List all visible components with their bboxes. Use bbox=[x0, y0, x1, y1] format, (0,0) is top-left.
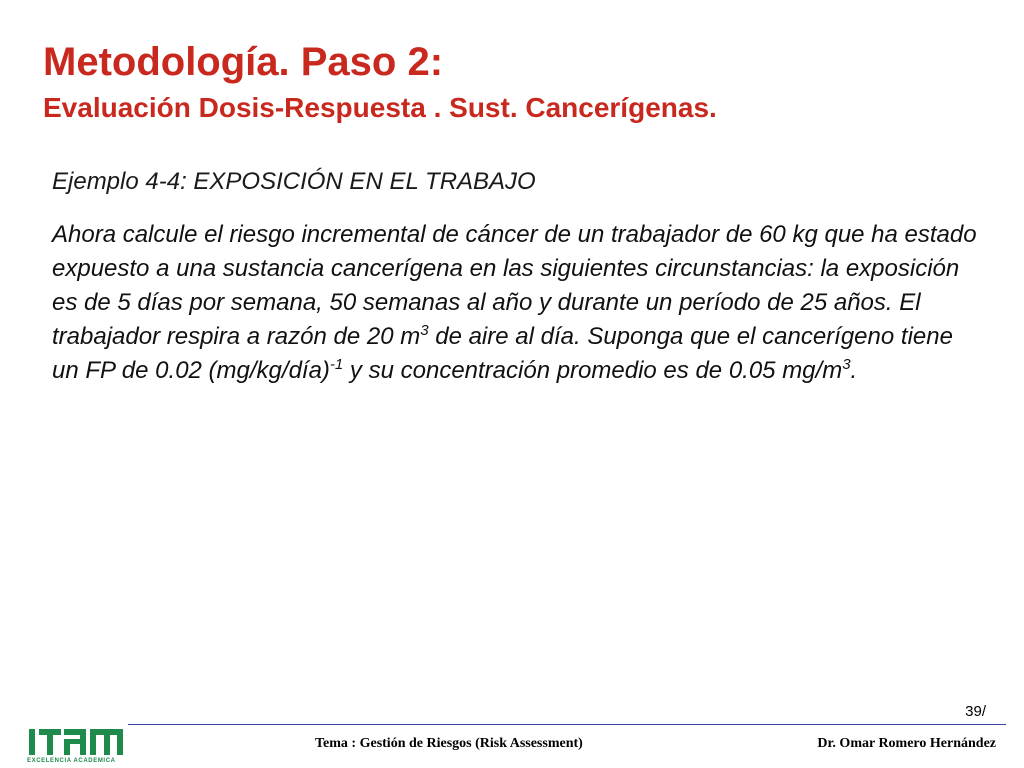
footer-divider bbox=[128, 724, 1006, 725]
slide-title: Metodología. Paso 2: bbox=[43, 40, 444, 84]
superscript-cubic-2: 3 bbox=[842, 356, 851, 373]
body-text-part-2: de aire al día. Suponga que el cancerígeno tiene un FP de 0.02 (mg/kg/día) bbox=[52, 323, 953, 384]
footer-author: Dr. Omar Romero Hernández bbox=[817, 736, 996, 751]
footer-topic: Tema : Gestión de Riesgos (Risk Assessment) bbox=[315, 736, 583, 751]
example-heading: Ejemplo 4-4: EXPOSICIÓN EN EL TRABAJO bbox=[52, 168, 536, 195]
body-text-part-3: y su concentración promedio es de 0.05 mg/m bbox=[343, 357, 843, 384]
logo-tagline: EXCELENCIA ACADEMICA bbox=[27, 758, 116, 764]
itam-logo bbox=[27, 727, 127, 765]
superscript-cubic: 3 bbox=[420, 322, 429, 339]
page-number: 39/ bbox=[965, 703, 986, 720]
problem-statement bbox=[52, 218, 982, 388]
itam-logo-mark bbox=[27, 727, 127, 757]
body-text-part-4: . bbox=[850, 357, 858, 384]
body-text-part-1: Ahora calcule el riesgo incremental de cáncer de un trabajador de 60 kg que ha estado expuesto a una sustancia cancerígena en las siguientes circunstancias: la exposición es de 5 días por semana, 50 semanas al año y durante un período de 25 años. El trabajador respira a razón de 20 m bbox=[52, 221, 977, 350]
slide-subtitle: Evaluación Dosis-Respuesta . Sust. Cancerígenas. bbox=[43, 92, 717, 123]
superscript-inverse: -1 bbox=[329, 356, 344, 373]
